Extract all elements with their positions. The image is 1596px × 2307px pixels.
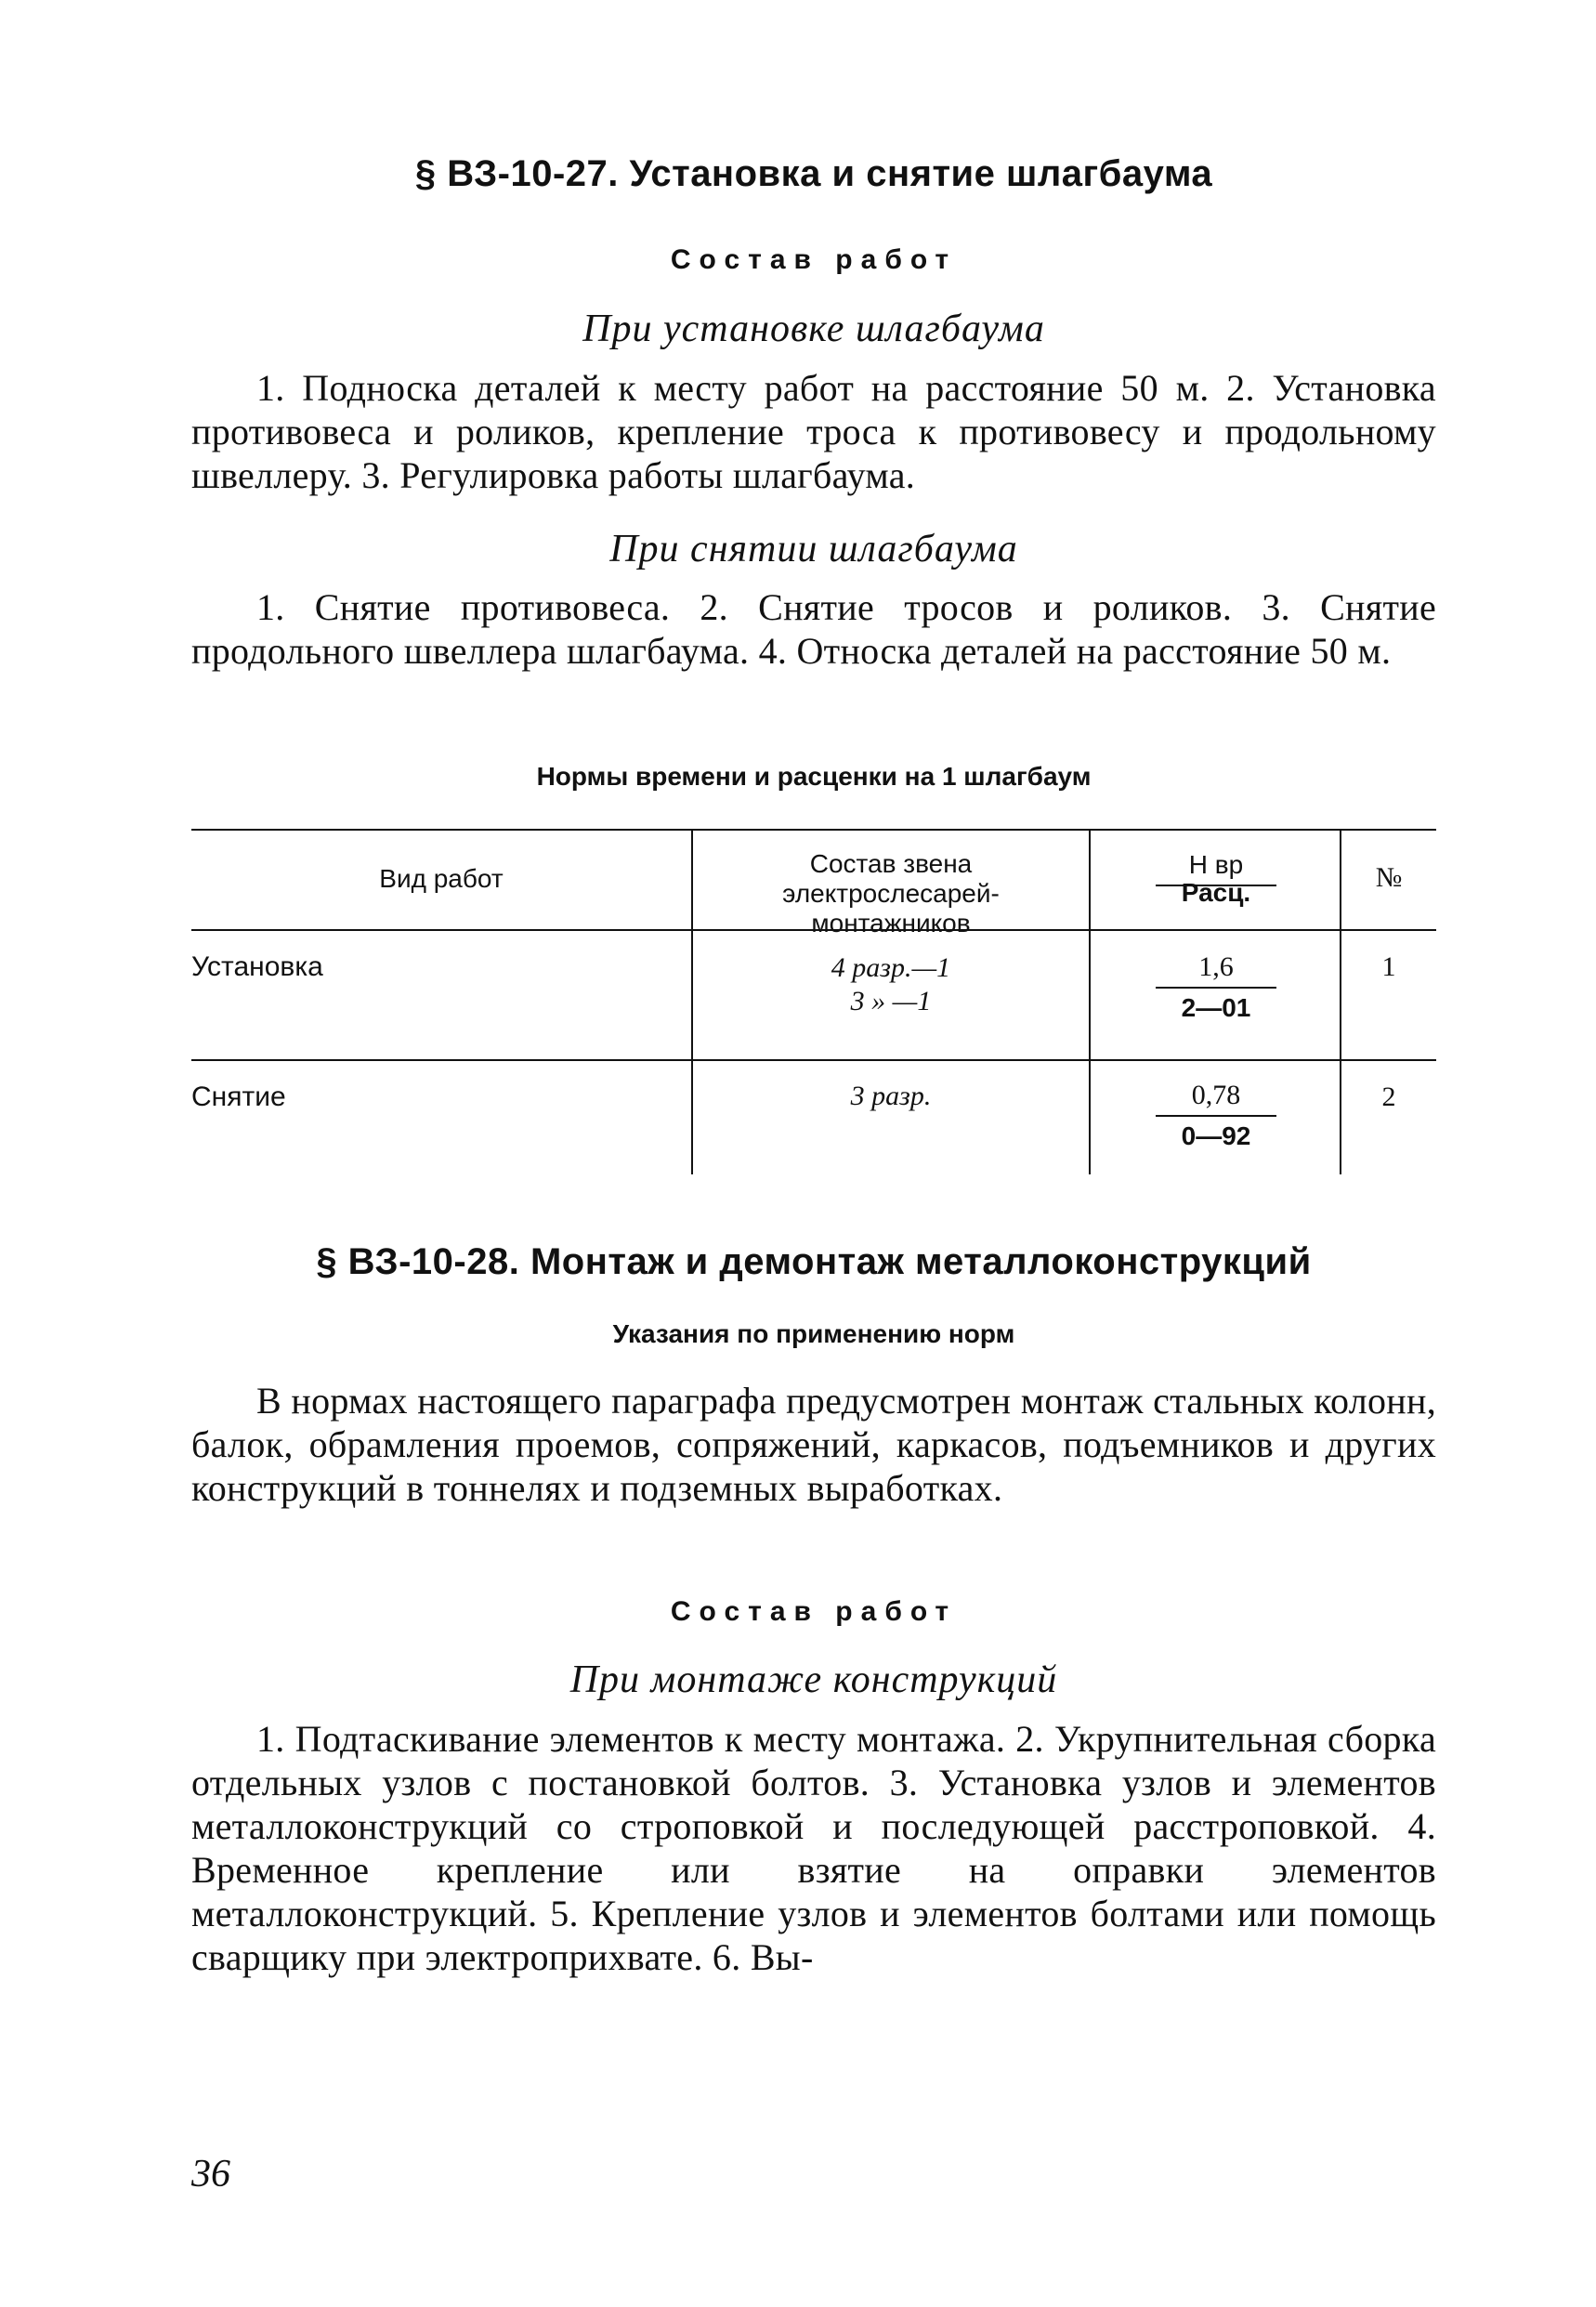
guidelines-heading: Указания по применению норм: [612, 1319, 1015, 1348]
row-2-number: 2: [1381, 1081, 1396, 1112]
header-norm-denominator: Расц.: [1181, 878, 1251, 907]
install-paragraph: 1. Подноска деталей к месту работ на расстояние 50 м. 2. Установка противовеса и роликов, крепление троса к противовесу и продольному швеллеру. 3. Регулировка работы шлагбаума.: [191, 367, 1436, 496]
header-crew: Состав звена электрослесарей-монтажников: [782, 849, 1000, 937]
row-1-norm-fraction: [1091, 950, 1341, 1026]
norms-table: [191, 829, 1436, 1174]
install-heading: При установке шлагбаума: [582, 308, 1045, 350]
row-2-crew-line-1: 3 разр.: [850, 1081, 932, 1111]
page-number: 36: [191, 2153, 230, 2196]
header-norm-numerator: Н вр: [1188, 850, 1244, 879]
mount-paragraph: 1. Подтаскивание элементов к месту монтажа. 2. Укрупнительная сборка отдельных узлов с постановкой болтов. 3. Установка узлов и элементов металлоконструкций со строповкой и последующей расстроповкой. 4. Временное крепление или взятие на оправки элементов металлоконструкций. 5. Крепление узлов и элементов болтами или помощь сварщику при электроприхвате. 6. Вы-: [191, 1718, 1436, 1978]
header-norm-fraction: [1091, 847, 1341, 909]
guidelines-paragraph: В нормах настоящего параграфа предусмотрен монтаж стальных колонн, балок, обрамления проемов, сопряжений, каркасов, подъемников и других конструкций в тоннелях и подземных выработках.: [191, 1380, 1436, 1509]
document-page: [191, 0, 1436, 2307]
works-heading-1: Состав работ: [670, 244, 958, 275]
row-1-crew-line-2: 3 » —1: [850, 986, 932, 1016]
row-2-crew: [693, 1080, 1089, 1113]
works-heading-2: Состав работ: [670, 1596, 958, 1627]
row-1-work: Установка: [191, 951, 323, 982]
row-2-norm-fraction: [1091, 1078, 1341, 1154]
section-title-1: § ВЗ-10-27. Установка и снятие шлагбаума: [414, 153, 1213, 194]
table-top-rule: [191, 829, 1436, 831]
table-caption: Нормы времени и расценки на 1 шлагбаум: [536, 762, 1092, 791]
fraction-bar: [1156, 1115, 1276, 1117]
section-title-2: § ВЗ-10-28. Монтаж и демонтаж металлоконструкций: [316, 1241, 1312, 1282]
row-1-crew: [693, 951, 1089, 1018]
remove-paragraph: 1. Снятие противовеса. 2. Снятие тросов и роликов. 3. Снятие продольного швеллера шлагбаума. 4. Относка деталей на расстояние 50 м.: [191, 586, 1436, 672]
header-number: №: [1375, 862, 1403, 893]
table-row-rule: [191, 1059, 1436, 1061]
header-work-type: Вид работ: [379, 864, 504, 893]
row-1-rate: 2—01: [1181, 993, 1251, 1022]
row-2-rate: 0—92: [1181, 1121, 1251, 1150]
row-1-number: 1: [1381, 951, 1396, 982]
mount-heading: При монтаже конструкций: [569, 1658, 1058, 1701]
row-1-norm: 1,6: [1198, 951, 1234, 982]
row-2-norm: 0,78: [1191, 1080, 1241, 1110]
row-1-crew-line-1: 4 разр.—1: [831, 952, 951, 983]
remove-heading: При снятии шлагбаума: [609, 528, 1018, 570]
fraction-bar: [1156, 987, 1276, 989]
row-2-work: Снятие: [191, 1081, 286, 1112]
